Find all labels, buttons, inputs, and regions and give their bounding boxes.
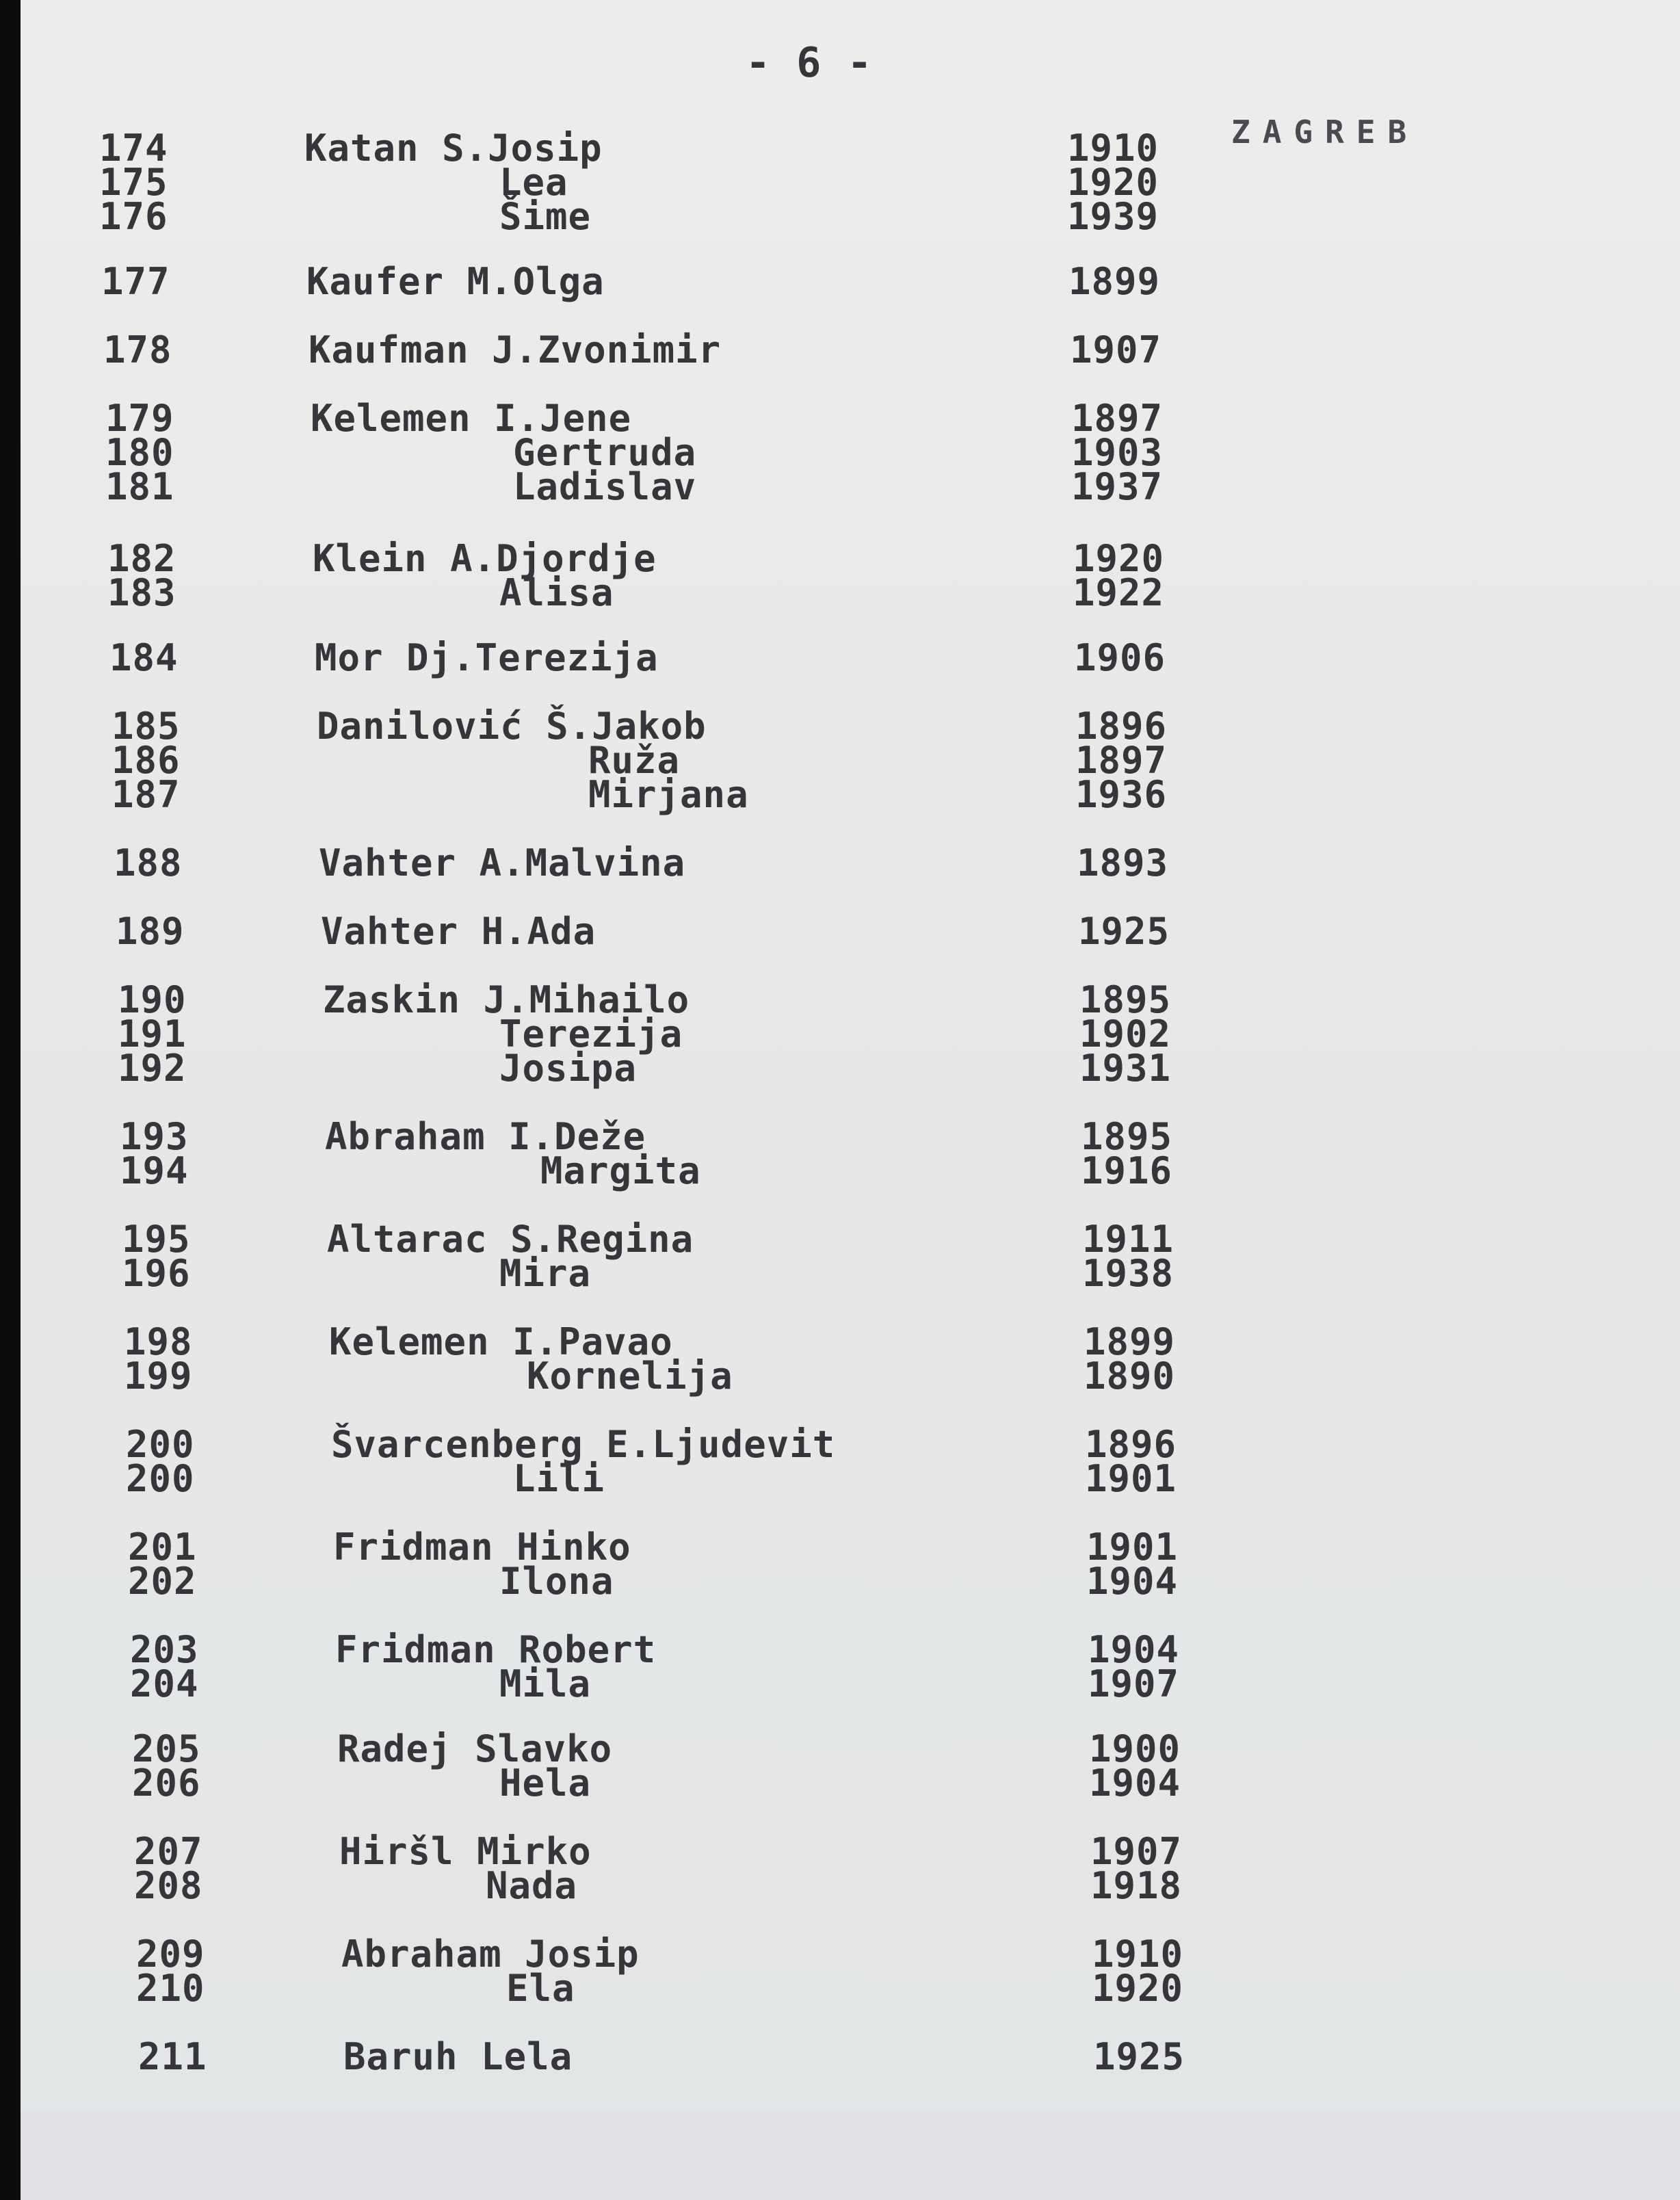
entry-given-name: Mirjana bbox=[588, 773, 749, 816]
entry-year: 1902 bbox=[1079, 1012, 1172, 1056]
entry-number: 203 bbox=[130, 1628, 199, 1671]
entry-year: 1925 bbox=[1078, 910, 1170, 953]
entry-given-name: Ela bbox=[506, 1967, 575, 2010]
entry-number: 201 bbox=[128, 1525, 197, 1569]
entry-year: 1922 bbox=[1073, 571, 1165, 614]
entry-given-name: Nada bbox=[486, 1864, 578, 1907]
entry-year: 1904 bbox=[1088, 1628, 1180, 1671]
entry-number: 175 bbox=[99, 161, 168, 204]
entry-name: Hiršl Mirko bbox=[339, 1830, 592, 1873]
entry-year: 1907 bbox=[1090, 1830, 1183, 1873]
entry-number: 207 bbox=[134, 1830, 203, 1873]
entry-number: 194 bbox=[120, 1149, 189, 1192]
entry-given-name: Šime bbox=[499, 195, 592, 238]
entry-year: 1904 bbox=[1089, 1762, 1181, 1805]
entry-year: 1920 bbox=[1073, 537, 1165, 580]
entry-number: 204 bbox=[130, 1662, 199, 1705]
entry-year: 1937 bbox=[1071, 465, 1164, 508]
entry-name: Baruh Lela bbox=[343, 2035, 573, 2078]
entry-year: 1910 bbox=[1067, 127, 1159, 170]
entry-name: Abraham Josip bbox=[341, 1933, 640, 1976]
entry-number: 182 bbox=[107, 537, 176, 580]
entry-given-name: Lili bbox=[513, 1457, 605, 1500]
entry-number: 179 bbox=[105, 397, 174, 440]
entry-number: 188 bbox=[114, 841, 183, 885]
entry-year: 1936 bbox=[1075, 773, 1168, 816]
entry-given-name: Ruža bbox=[588, 739, 681, 782]
entry-year: 1899 bbox=[1068, 260, 1161, 303]
entry-year: 1906 bbox=[1074, 636, 1166, 679]
entry-year: 1901 bbox=[1086, 1525, 1179, 1569]
entry-number: 198 bbox=[124, 1320, 193, 1363]
entry-year: 1931 bbox=[1079, 1047, 1172, 1090]
entry-year: 1897 bbox=[1071, 397, 1164, 440]
entry-number: 183 bbox=[107, 571, 176, 614]
entry-number: 190 bbox=[118, 978, 187, 1021]
entry-year: 1925 bbox=[1093, 2035, 1185, 2078]
scan-border-left bbox=[0, 0, 21, 2200]
entry-name: Švarcenberg E.Ljudevit bbox=[331, 1423, 836, 1466]
entry-name: Altarac S.Regina bbox=[327, 1218, 694, 1261]
entry-name: Kaufer M.Olga bbox=[306, 260, 605, 303]
entry-number: 209 bbox=[136, 1933, 205, 1976]
entry-number: 192 bbox=[118, 1047, 187, 1090]
entry-year: 1904 bbox=[1086, 1560, 1179, 1603]
entry-number: 199 bbox=[124, 1354, 193, 1398]
entry-number: 202 bbox=[128, 1560, 197, 1603]
entry-given-name: Margita bbox=[540, 1149, 701, 1192]
entry-year: 1899 bbox=[1084, 1320, 1176, 1363]
entry-number: 206 bbox=[132, 1762, 201, 1805]
page-number: - 6 - bbox=[746, 39, 873, 87]
entry-year: 1920 bbox=[1067, 161, 1159, 204]
entry-number: 180 bbox=[105, 431, 174, 474]
entry-given-name: Alisa bbox=[499, 571, 614, 614]
entry-year: 1916 bbox=[1081, 1149, 1173, 1192]
entry-year: 1900 bbox=[1089, 1727, 1181, 1770]
entry-given-name: Ilona bbox=[499, 1560, 614, 1603]
entry-number: 174 bbox=[99, 127, 168, 170]
entry-year: 1918 bbox=[1090, 1864, 1183, 1907]
entry-name: Kaufman J.Zvonimir bbox=[309, 328, 722, 371]
city-label: ZAGREB bbox=[1231, 114, 1419, 150]
entry-number: 181 bbox=[105, 465, 174, 508]
entry-number: 196 bbox=[122, 1252, 191, 1295]
entry-year: 1910 bbox=[1092, 1933, 1184, 1976]
entry-number: 200 bbox=[126, 1423, 195, 1466]
scan-border-bottom bbox=[21, 2111, 1680, 2200]
entry-number: 184 bbox=[109, 636, 179, 679]
entry-number: 187 bbox=[111, 773, 181, 816]
entry-year: 1920 bbox=[1092, 1967, 1184, 2010]
entry-number: 189 bbox=[116, 910, 185, 953]
entry-year: 1890 bbox=[1084, 1354, 1176, 1398]
typed-page bbox=[21, 0, 1680, 2114]
entry-number: 178 bbox=[103, 328, 172, 371]
entry-name: Fridman Robert bbox=[335, 1628, 657, 1671]
entry-number: 177 bbox=[101, 260, 170, 303]
entry-number: 208 bbox=[134, 1864, 203, 1907]
entry-name: Mor Dj.Terezija bbox=[315, 636, 659, 679]
entry-name: Katan S.Josip bbox=[304, 127, 603, 170]
entry-name: Fridman Hinko bbox=[333, 1525, 631, 1569]
entry-given-name: Hela bbox=[499, 1762, 592, 1805]
entry-year: 1893 bbox=[1077, 841, 1169, 885]
entry-number: 205 bbox=[132, 1727, 201, 1770]
entry-year: 1939 bbox=[1067, 195, 1159, 238]
entry-name: Klein A.Djordje bbox=[313, 537, 657, 580]
entry-number: 193 bbox=[120, 1115, 189, 1158]
entry-year: 1895 bbox=[1079, 978, 1172, 1021]
entry-year: 1896 bbox=[1075, 705, 1168, 748]
entry-name: Danilović Š.Jakob bbox=[317, 705, 707, 748]
entry-name: Radej Slavko bbox=[337, 1727, 613, 1770]
entry-name: Vahter A.Malvina bbox=[319, 841, 686, 885]
entry-year: 1895 bbox=[1081, 1115, 1173, 1158]
entry-number: 185 bbox=[111, 705, 181, 748]
entry-name: Kelemen I.Jene bbox=[311, 397, 632, 440]
entry-number: 176 bbox=[99, 195, 168, 238]
entry-year: 1896 bbox=[1085, 1423, 1177, 1466]
entry-name: Kelemen I.Pavao bbox=[329, 1320, 673, 1363]
entry-name: Vahter H.Ada bbox=[321, 910, 596, 953]
entry-given-name: Terezija bbox=[499, 1012, 683, 1056]
entry-number: 195 bbox=[122, 1218, 191, 1261]
entry-name: Zaskin J.Mihailo bbox=[323, 978, 690, 1021]
entry-given-name: Josipa bbox=[499, 1047, 638, 1090]
entry-given-name: Mila bbox=[499, 1662, 592, 1705]
entry-number: 210 bbox=[136, 1967, 205, 2010]
entry-given-name: Gertruda bbox=[513, 431, 697, 474]
entry-number: 191 bbox=[118, 1012, 187, 1056]
entry-year: 1938 bbox=[1082, 1252, 1174, 1295]
entry-given-name: Kornelija bbox=[527, 1354, 733, 1398]
entry-number: 200 bbox=[126, 1457, 195, 1500]
entry-given-name: Ladislav bbox=[513, 465, 697, 508]
entry-year: 1911 bbox=[1082, 1218, 1174, 1261]
entry-year: 1897 bbox=[1075, 739, 1168, 782]
entry-given-name: Lea bbox=[499, 161, 568, 204]
entry-year: 1907 bbox=[1088, 1662, 1180, 1705]
entry-number: 186 bbox=[111, 739, 181, 782]
entry-number: 211 bbox=[138, 2035, 207, 2078]
entry-name: Abraham I.Deže bbox=[325, 1115, 646, 1158]
entry-year: 1903 bbox=[1071, 431, 1164, 474]
entry-given-name: Mira bbox=[499, 1252, 592, 1295]
entry-year: 1907 bbox=[1070, 328, 1162, 371]
entry-year: 1901 bbox=[1085, 1457, 1177, 1500]
